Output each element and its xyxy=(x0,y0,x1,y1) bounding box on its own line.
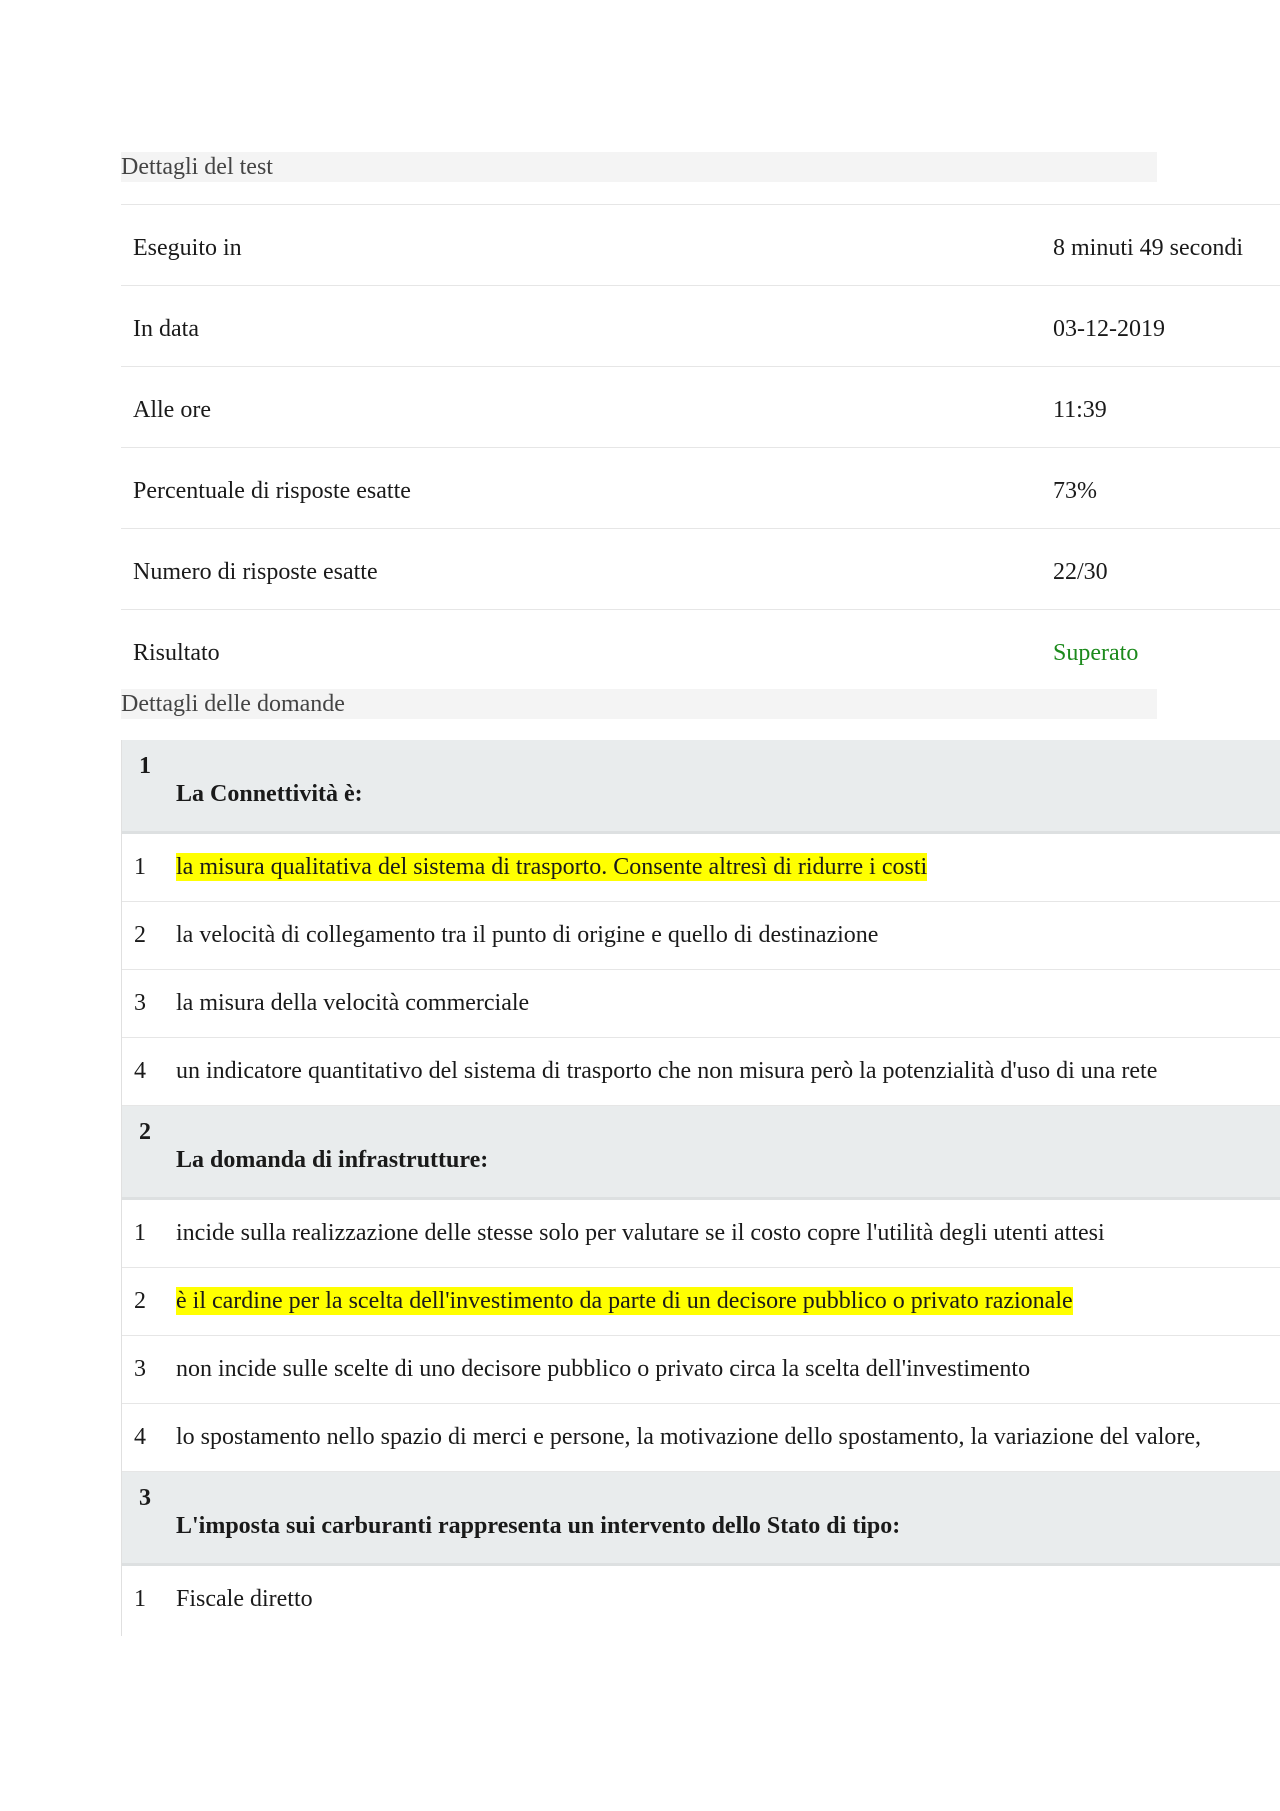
answer-text: la velocità di collegamento tra il punto di origine e quello di destinazione xyxy=(176,922,879,948)
detail-value: 22/30 xyxy=(1053,559,1108,585)
detail-value: 11:39 xyxy=(1053,397,1107,423)
answer-row xyxy=(122,1268,1280,1336)
detail-row-percentage xyxy=(121,448,1280,529)
detail-label: In data xyxy=(133,316,199,342)
detail-label: Numero di risposte esatte xyxy=(133,559,378,585)
detail-label: Alle ore xyxy=(133,397,211,423)
answer-number: 3 xyxy=(134,990,146,1016)
answer-number: 2 xyxy=(134,1288,146,1314)
questions-table xyxy=(121,740,1280,1636)
detail-label: Percentuale di risposte esatte xyxy=(133,478,411,504)
answer-number: 2 xyxy=(134,922,146,948)
question-text: La Connettività è: xyxy=(176,781,363,807)
detail-row-date xyxy=(121,286,1280,367)
question-header xyxy=(122,740,1280,834)
answer-row xyxy=(122,1038,1280,1106)
question-number: 1 xyxy=(139,753,151,779)
detail-row-correct-count xyxy=(121,529,1280,610)
detail-value: 8 minuti 49 secondi xyxy=(1053,235,1243,261)
detail-label: Risultato xyxy=(133,640,220,666)
answer-number: 4 xyxy=(134,1058,146,1084)
detail-row-result xyxy=(121,610,1280,690)
question-header xyxy=(122,1106,1280,1200)
answer-number: 1 xyxy=(134,1586,146,1612)
detail-row-executed-in xyxy=(121,205,1280,286)
answer-row xyxy=(122,902,1280,970)
answer-text: non incide sulle scelte di uno decisore pubblico o privato circa la scelta dell'investimento xyxy=(176,1356,1031,1382)
detail-label: Eseguito in xyxy=(133,235,242,261)
answer-row xyxy=(122,834,1280,902)
question-details-title: Dettagli delle domande xyxy=(121,689,1157,719)
answer-row xyxy=(122,1200,1280,1268)
answer-number: 3 xyxy=(134,1356,146,1382)
answer-number: 1 xyxy=(134,854,146,880)
answer-row xyxy=(122,1336,1280,1404)
question-number: 2 xyxy=(139,1119,151,1145)
question-text: La domanda di infrastrutture: xyxy=(176,1147,489,1173)
answer-row xyxy=(122,970,1280,1038)
question-header xyxy=(122,1472,1280,1566)
answer-row xyxy=(122,1404,1280,1472)
answer-text: Fiscale diretto xyxy=(176,1586,313,1612)
test-details-table xyxy=(121,204,1280,690)
answer-text-highlighted: la misura qualitativa del sistema di trasporto. Consente altresì di ridurre i costi xyxy=(176,854,928,880)
detail-row-time xyxy=(121,367,1280,448)
answer-number: 4 xyxy=(134,1424,146,1450)
answer-text: lo spostamento nello spazio di merci e persone, la motivazione dello spostamento, la variazione del valore, xyxy=(176,1424,1202,1450)
detail-value: 73% xyxy=(1053,478,1097,504)
test-details-title: Dettagli del test xyxy=(121,152,1157,182)
test-report-page xyxy=(121,0,1280,1811)
answer-text-highlighted: è il cardine per la scelta dell'investimento da parte di un decisore pubblico o privato razionale xyxy=(176,1288,1073,1314)
question-number: 3 xyxy=(139,1485,151,1511)
answer-text: incide sulla realizzazione delle stesse solo per valutare se il costo copre l'utilità degli utenti attesi xyxy=(176,1220,1105,1246)
detail-value: 03-12-2019 xyxy=(1053,316,1165,342)
answer-row xyxy=(122,1566,1280,1633)
result-status: Superato xyxy=(1053,640,1139,666)
question-text: L'imposta sui carburanti rappresenta un intervento dello Stato di tipo: xyxy=(176,1513,901,1539)
answer-text: la misura della velocità commerciale xyxy=(176,990,530,1016)
answer-text: un indicatore quantitativo del sistema di trasporto che non misura però la potenzialità d'uso di una rete xyxy=(176,1058,1158,1084)
answer-number: 1 xyxy=(134,1220,146,1246)
